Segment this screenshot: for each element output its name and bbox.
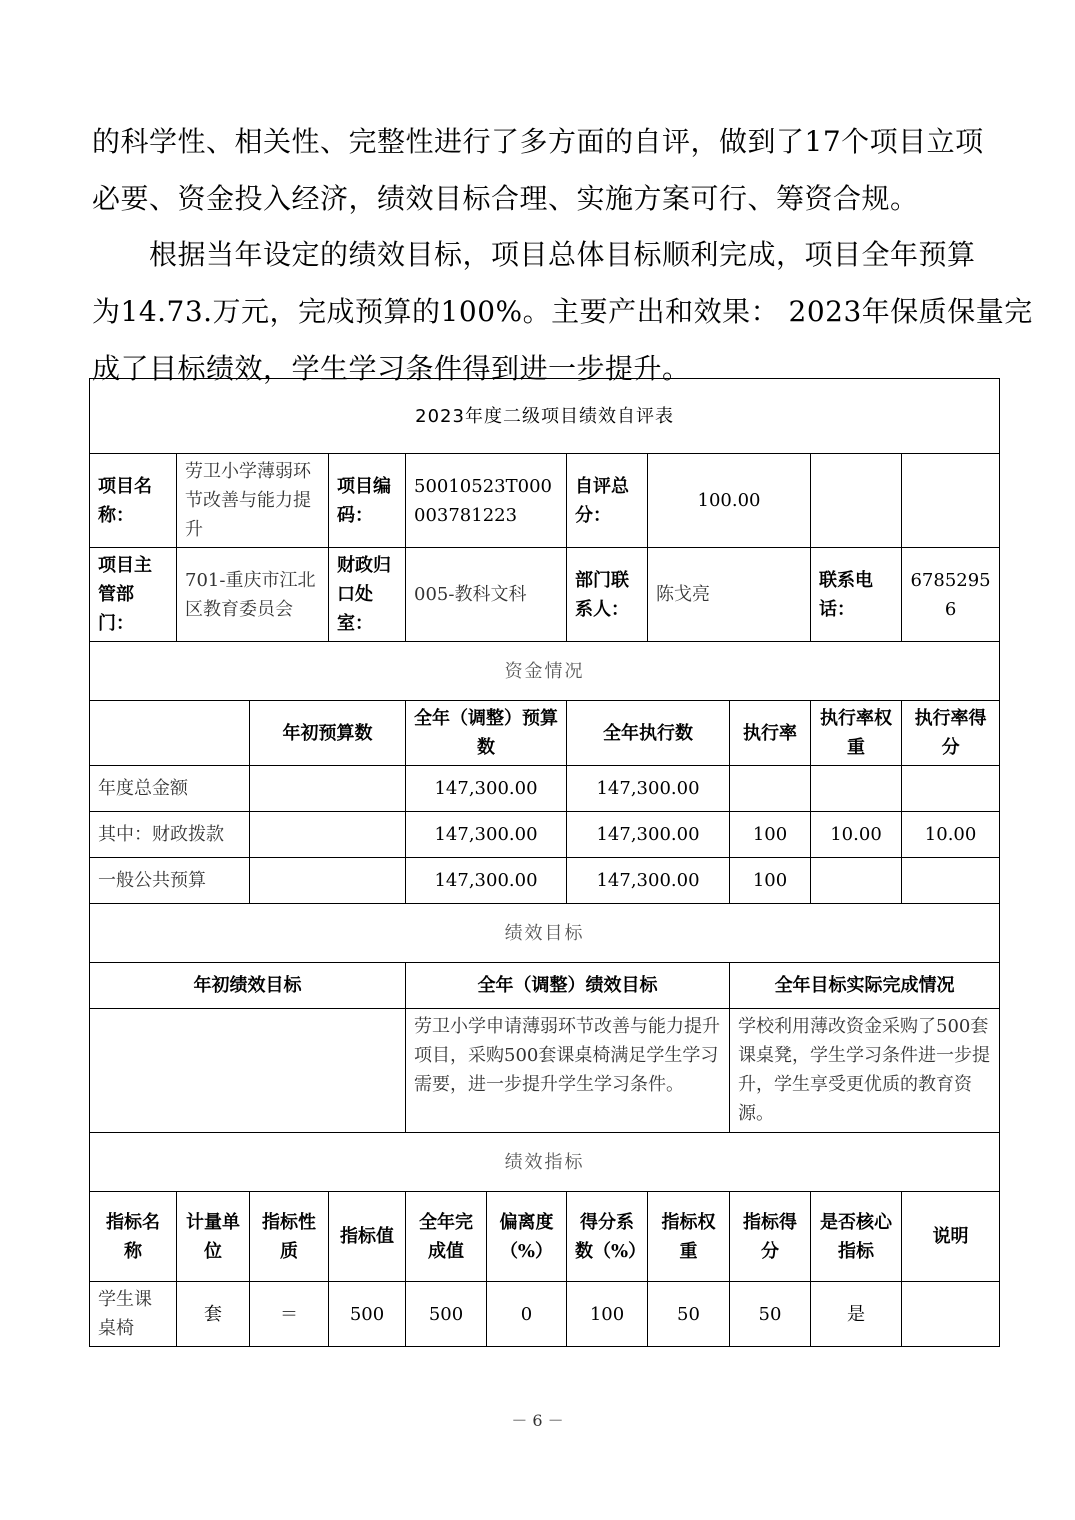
funds-header: 执行率得分 [902,701,1000,766]
funds-cell [811,858,902,904]
funds-header-blank [90,701,250,766]
project-name-label: 项目名称： [90,454,177,548]
finance-value: 005-教科文科 [406,548,567,642]
funds-cell [902,858,1000,904]
indicator-header: 指标名称 [90,1192,177,1282]
goal-adjusted: 劳卫小学申请薄弱环节改善与能力提升项目，采购500套课桌椅满足学生学习需要，进一步提升学生学习条件。 [406,1009,730,1133]
funds-cell: 10.00 [902,812,1000,858]
section-goals: 绩效目标 [90,904,1000,963]
funds-cell: 147,300.00 [567,766,730,812]
funds-cell: 147,300.00 [567,812,730,858]
funds-cell [250,766,406,812]
indicator-header: 指标权重 [648,1192,730,1282]
indicator-header: 说明 [902,1192,1000,1282]
table-row [90,1282,1000,1347]
funds-cell [811,766,902,812]
page-number: － 6 － [511,1411,564,1430]
intro-line: 为14.73.万元，完成预算的100%。主要产出和效果： 2023年保质保量完 [92,295,1033,328]
indicator-header: 指标得分 [730,1192,811,1282]
funds-header: 执行率 [730,701,811,766]
funds-header: 全年（调整）预算数 [406,701,567,766]
indicator-header: 指标性质 [250,1192,329,1282]
indicator-cell: 学生课桌椅 [90,1282,177,1347]
intro-line: 根据当年设定的绩效目标，项目总体目标顺利完成，项目全年预算 [149,238,976,271]
table-row [90,812,1000,858]
funds-cell: 10.00 [811,812,902,858]
table-row [90,766,1000,812]
funds-header: 执行率权重 [811,701,902,766]
funds-cell: 一般公共预算 [90,858,250,904]
funds-header: 全年执行数 [567,701,730,766]
funds-cell: 147,300.00 [406,858,567,904]
funds-cell: 147,300.00 [406,766,567,812]
funds-cell [250,858,406,904]
self-score-label: 自评总分： [567,454,648,548]
funds-cell: 147,300.00 [406,812,567,858]
project-code-label: 项目编码： [329,454,406,548]
indicator-cell: 500 [406,1282,487,1347]
indicator-cell: 500 [329,1282,406,1347]
indicator-header: 指标值 [329,1192,406,1282]
funds-cell: 147,300.00 [567,858,730,904]
empty-cell [902,454,1000,548]
form-title: 2023年度二级项目绩效自评表 [90,379,1000,454]
indicator-header: 全年完成值 [406,1192,487,1282]
indicator-cell: 50 [730,1282,811,1347]
contact-value: 陈戈亮 [648,548,811,642]
funds-cell [902,766,1000,812]
evaluation-form-table [89,378,1000,1347]
indicator-header: 计量单位 [177,1192,250,1282]
indicator-header: 得分系数（%） [567,1192,648,1282]
funds-cell [730,766,811,812]
funds-cell [250,812,406,858]
goals-header: 全年目标实际完成情况 [730,963,1000,1009]
contact-label: 部门联系人： [567,548,648,642]
funds-cell: 100 [730,858,811,904]
project-name-value: 劳卫小学薄弱环节改善与能力提升 [177,454,329,548]
indicator-cell: ＝ [250,1282,329,1347]
intro-line: 必要、资金投入经济，绩效目标合理、实施方案可行、筹资合规。 [92,182,919,215]
goals-header: 全年（调整）绩效目标 [406,963,730,1009]
finance-label: 财政归口处室： [329,548,406,642]
phone-value: 67852956 [902,548,1000,642]
intro-line: 的科学性、相关性、完整性进行了多方面的自评，做到了17个项目立项 [92,125,984,158]
goal-actual: 学校利用薄改资金采购了500套课桌凳，学生学习条件进一步提升，学生享受更优质的教育资源。 [730,1009,1000,1133]
indicator-cell: 套 [177,1282,250,1347]
phone-label: 联系电话： [811,548,902,642]
project-code-value: 50010523T000003781223 [406,454,567,548]
dept-value: 701-重庆市江北区教育委员会 [177,548,329,642]
dept-label: 项目主管部门： [90,548,177,642]
intro-paragraph-1 [92,113,1000,227]
indicator-cell: 是 [811,1282,902,1347]
intro-line: 成了目标绩效，学生学习条件得到进一步提升。 [92,352,691,385]
section-funds: 资金情况 [90,642,1000,701]
indicator-cell: 0 [487,1282,567,1347]
funds-cell: 100 [730,812,811,858]
indicator-cell: 100 [567,1282,648,1347]
goal-initial [90,1009,406,1133]
table-row [90,858,1000,904]
indicator-cell: 50 [648,1282,730,1347]
funds-cell: 其中：财政拨款 [90,812,250,858]
intro-paragraph-2 [92,226,1033,397]
funds-cell: 年度总金额 [90,766,250,812]
indicator-header: 偏离度（%） [487,1192,567,1282]
goals-header: 年初绩效目标 [90,963,406,1009]
funds-header: 年初预算数 [250,701,406,766]
section-indicators: 绩效指标 [90,1133,1000,1192]
empty-cell [811,454,902,548]
indicator-header: 是否核心指标 [811,1192,902,1282]
self-score-value: 100.00 [648,454,811,548]
indicator-cell [902,1282,1000,1347]
